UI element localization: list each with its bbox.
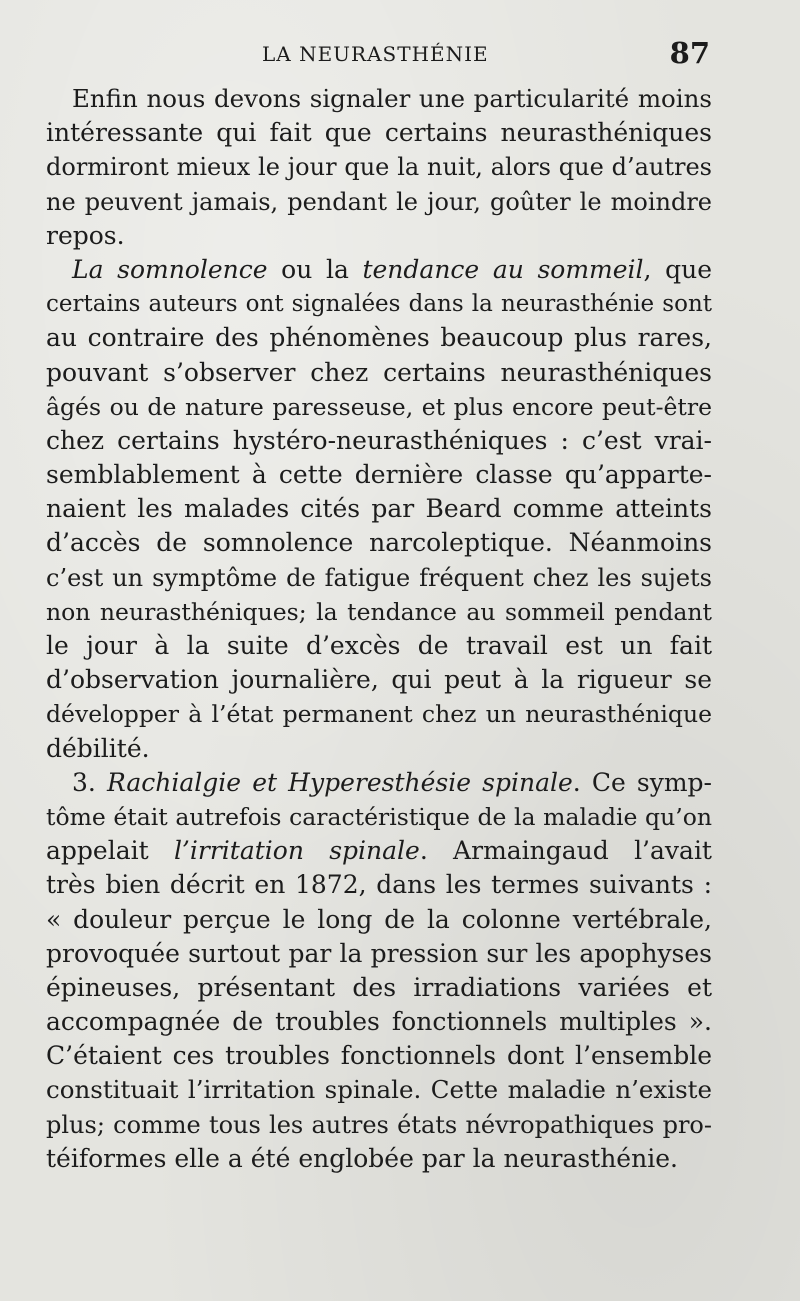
text-line [46,766,712,800]
text-line [46,1073,712,1107]
text-line [46,185,712,219]
text-segment: développer à l’état permanent chez un neurasthénique [46,700,712,729]
running-title: LA NEURASTHÉNIE [262,42,489,66]
text-segment: tôme était autrefois caractéristique de la maladie qu’on [46,802,712,831]
text-segment: C’étaient ces troubles fonctionnels dont l’ensemble [46,1041,712,1071]
text-line [46,800,712,834]
text-line [46,253,712,287]
text-line [46,1039,712,1073]
text-segment: chez certains hystéro-neurasthéniques : c’est vrai- [46,425,712,455]
text-line [46,287,712,321]
text-line [46,868,712,902]
text-line [46,1108,712,1142]
text-segment: débilité. [46,733,150,763]
text-segment: provoquée surtout par la pression sur les apophyses [46,938,712,968]
text-segment: . Armaingaud l’avait [419,836,712,866]
text-segment: d’accès de somnolence narcoleptique. Néanmoins [46,528,712,558]
italic-text: tendance au sommeil [362,254,644,284]
text-segment: d’observation journalière, qui peut à la rigueur se [46,665,712,695]
text-line [46,663,712,697]
running-head [46,36,710,76]
text-segment: . Ce symp- [572,767,713,797]
italic-text: Rachialgie et Hyperesthésie spinale [106,767,573,797]
text-line [46,595,712,629]
text-segment: plus; comme tous les autres états névropathiques pro- [46,1110,712,1139]
text-segment: appelait [46,836,174,866]
page-number: 87 [669,36,710,70]
text-line [46,1142,712,1176]
text-segment: très bien décrit en 1872, dans les termes suivants : [46,870,712,900]
text-line [46,834,712,868]
text-segment: « douleur perçue le long de la colonne vertébrale, [46,904,712,934]
text-line [46,629,712,663]
text-line [46,150,712,184]
text-line [46,971,712,1005]
text-segment: épineuses, présentant des irradiations variées et [46,972,712,1002]
body-text [46,82,712,1176]
text-line [46,116,712,150]
text-segment: ou la [267,254,363,284]
text-line [46,561,712,595]
text-line [46,732,712,766]
text-segment: âgés ou de nature paresseuse, et plus encore peut-être [46,392,712,421]
text-line [46,219,712,253]
text-segment: dormiront mieux le jour que la nuit, alors que d’autres [46,153,712,182]
text-line [46,526,712,560]
text-segment: téiformes elle a été englobée par la neurasthénie. [46,1143,678,1173]
italic-text: La somnolence [72,254,268,284]
text-line [46,82,712,116]
text-segment: le jour à la suite d’excès de travail est un fait [46,631,712,660]
text-line [46,424,712,458]
text-segment: c’est un symptôme de fatigue fréquent chez les sujets [46,563,712,592]
text-line [46,390,712,424]
italic-text: l’irritation spinale [173,836,420,866]
text-segment: intéressante qui fait que certains neurasthéniques [46,118,712,148]
text-segment: , que [643,254,712,284]
text-segment: accompagnée de troubles fonctionnels multiples ». [46,1007,712,1037]
text-segment: semblablement à cette dernière classe qu’apparte- [46,460,712,490]
text-segment: ne peuvent jamais, pendant le jour, goûter le moindre [46,187,712,216]
text-line [46,321,712,355]
text-line [46,937,712,971]
text-line [46,903,712,937]
text-line [46,458,712,492]
text-segment: Enfin nous devons signaler une particularité moins [72,84,712,113]
text-segment: naient les malades cités par Beard comme atteints [46,494,712,524]
text-segment: repos. [46,220,125,250]
text-line [46,492,712,526]
text-segment: au contraire des phénomènes beaucoup plus rares, [46,323,712,353]
text-line [46,1005,712,1039]
text-segment: certains auteurs ont signalées dans la neurasthénie sont [46,291,712,318]
text-segment: pouvant s’observer chez certains neurasthéniques [46,357,712,387]
text-segment: 3. [72,767,107,797]
text-line [46,697,712,731]
text-line [46,356,712,390]
text-segment: constituait l’irritation spinale. Cette maladie n’existe [46,1075,712,1105]
text-segment: non neurasthéniques; la tendance au sommeil pendant [46,597,712,626]
